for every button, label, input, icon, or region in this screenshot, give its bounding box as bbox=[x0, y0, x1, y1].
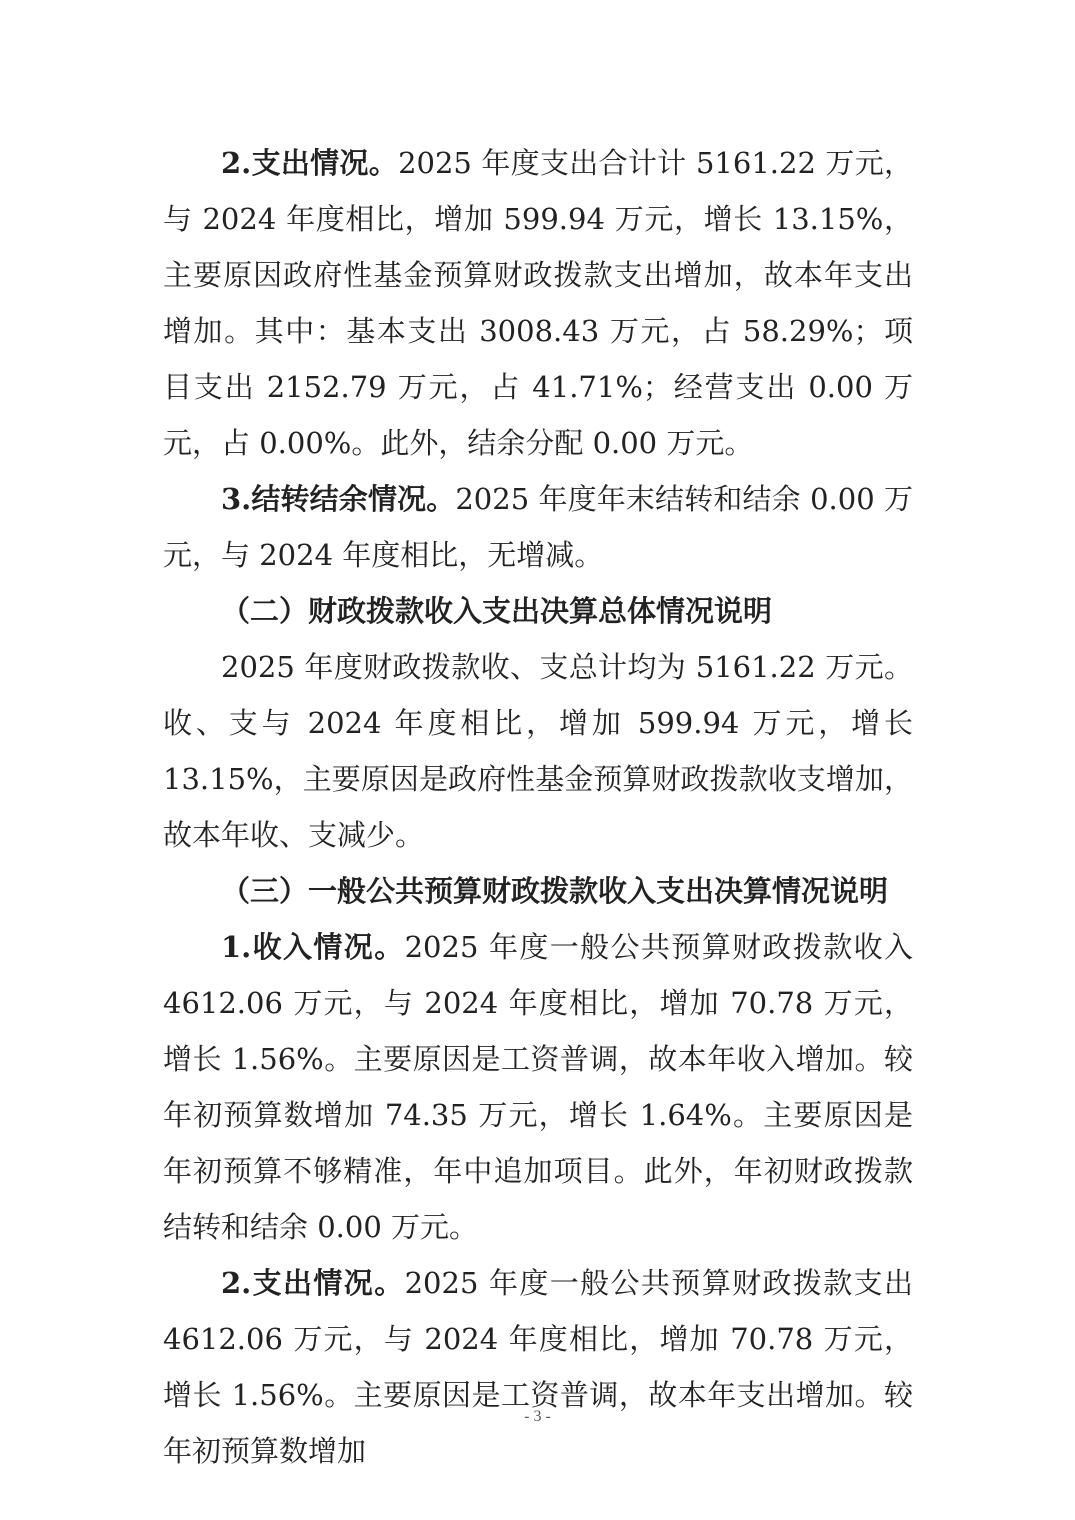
section-heading-3: （三）一般公共预算财政拨款收入支出决算情况说明 bbox=[221, 874, 889, 908]
paragraph-carryover bbox=[163, 471, 913, 583]
paragraph-expenditure bbox=[163, 135, 913, 471]
paragraph-lead: 2.支出情况。 bbox=[221, 1266, 405, 1300]
paragraph-text: 2025 年度年末结转和结余 0.00 万元，与 2024 年度相比，无增减。 bbox=[163, 482, 914, 572]
paragraph-general-income bbox=[163, 919, 913, 1255]
page-number: - 3 - bbox=[524, 1408, 551, 1425]
paragraph-lead: 3.结转结余情况。 bbox=[221, 482, 456, 516]
document-body bbox=[163, 135, 913, 1479]
paragraph-lead: 1.收入情况。 bbox=[221, 930, 405, 964]
paragraph-lead: 2.支出情况。 bbox=[221, 146, 399, 180]
section-heading-2: （二）财政拨款收入支出决算总体情况说明 bbox=[221, 594, 773, 628]
paragraph-text: 2025 年度支出合计计 5161.22 万元，与 2024 年度相比，增加 599.94 万元，增长 13.15%，主要原因政府性基金预算财政拨款支出增加，故本年支出增加。其中：基本支出 3008.43 万元，占 58.29%；项目支出 2152.79 万元，占 41.71%；经营支出 0.00 万元，占 0.00%。此外，结余分配 0.00 万元。 bbox=[163, 146, 913, 460]
paragraph-text: 2025 年度一般公共预算财政拨款支出 4612.06 万元，与 2024 年度相比，增加 70.78 万元，增长 1.56%。主要原因是工资普调，故本年支出增加。较年初预算数增加 bbox=[163, 1266, 913, 1468]
paragraph-general-expenditure bbox=[163, 1255, 913, 1479]
paragraph-fiscal-overall: 2025 年度财政拨款收、支总计均为 5161.22 万元。收、支与 2024 年度相比，增加 599.94 万元，增长 13.15%，主要原因是政府性基金预算财政拨款收支增加，故本年收、支减少。 bbox=[163, 650, 913, 852]
paragraph-text: 2025 年度一般公共预算财政拨款收入 4612.06 万元，与 2024 年度相比，增加 70.78 万元，增长 1.56%。主要原因是工资普调，故本年收入增加。较年初预算数增加 74.35 万元，增长 1.64%。主要原因是年初预算不够精准，年中追加项目。此外，年初财政拨款结转和结余 0.00 万元。 bbox=[163, 930, 913, 1244]
